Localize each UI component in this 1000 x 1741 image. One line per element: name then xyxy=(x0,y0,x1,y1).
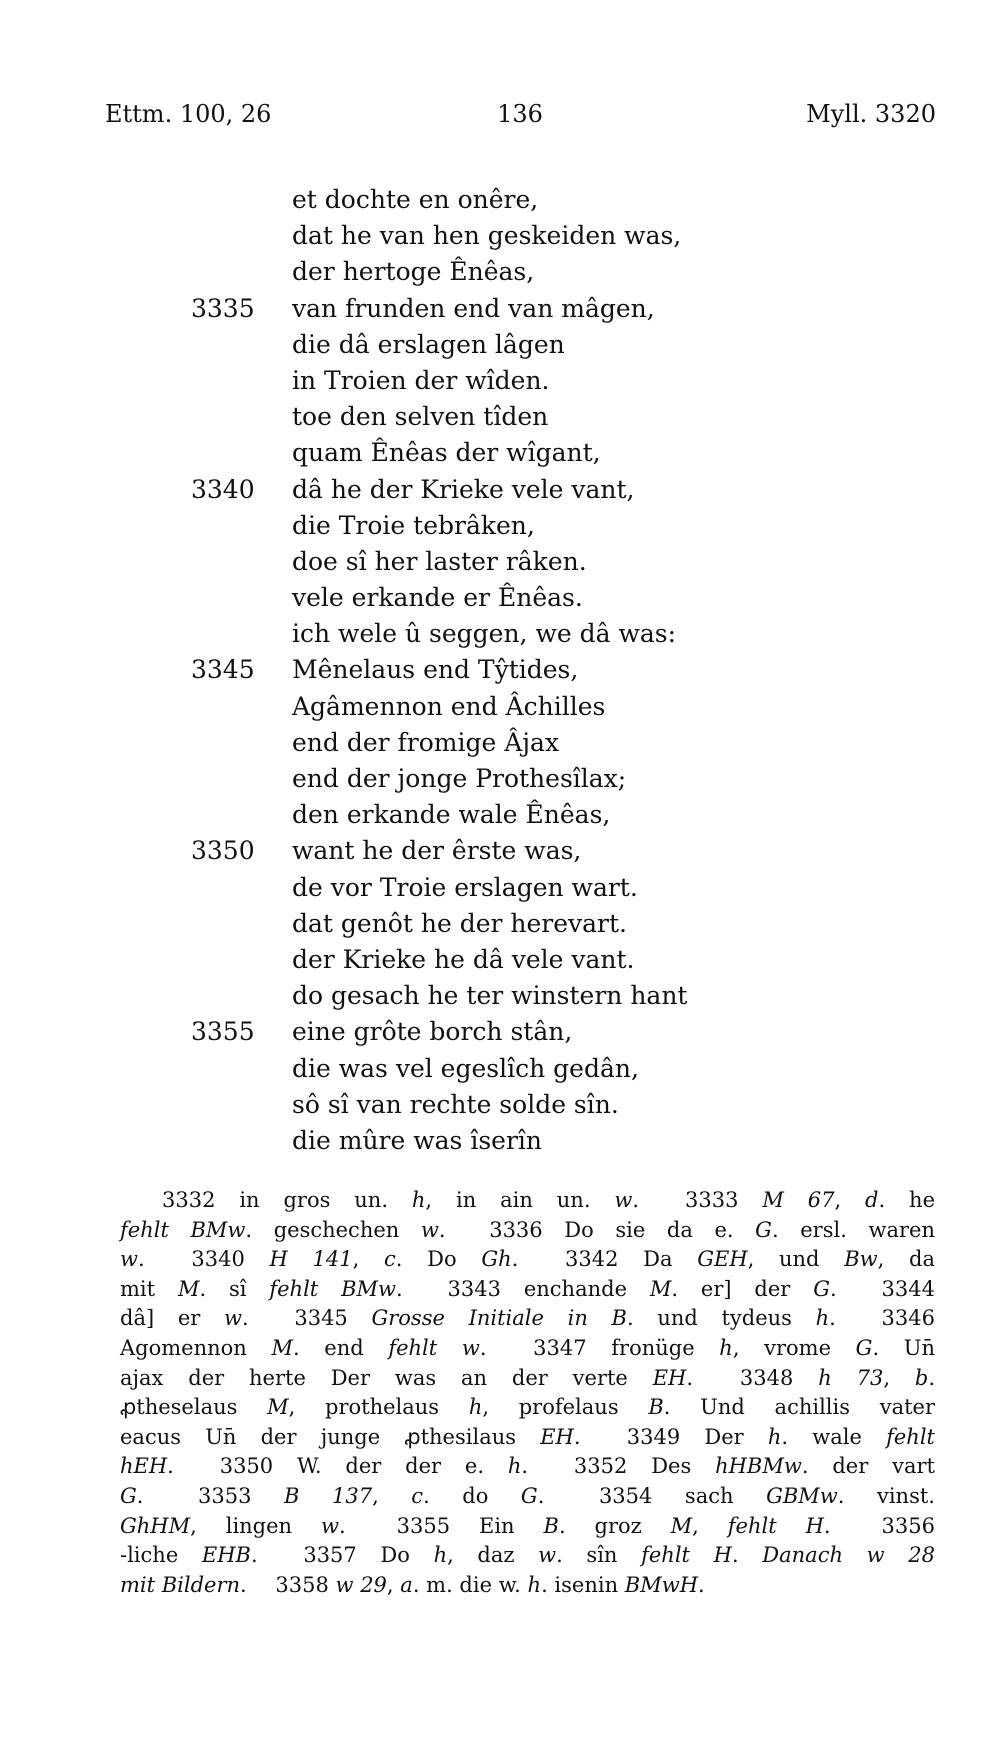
verse-line xyxy=(0,833,1000,869)
verse-text-line: end der jonge Prothesîlax; xyxy=(292,764,627,793)
footnote-italic: h xyxy=(719,1335,733,1360)
footnote-italic: w xyxy=(120,1247,138,1272)
footnote-italic: G xyxy=(855,1335,873,1360)
footnote-text: 3346 xyxy=(881,1306,935,1331)
verse-line xyxy=(0,254,1000,290)
line-number: 3350 xyxy=(191,836,255,866)
footnote-text: , profelaus xyxy=(482,1395,649,1420)
footnote-italic: EHB xyxy=(201,1543,251,1568)
footnote-text: dâ] er xyxy=(120,1306,224,1331)
footnote-italic: w xyxy=(321,1513,339,1538)
footnote-italic: mit Bildern xyxy=(120,1572,241,1597)
footnote-italic: G xyxy=(755,1217,772,1242)
footnote-italic: hHBMw xyxy=(715,1454,802,1479)
footnote-text: . geschechen xyxy=(245,1217,421,1242)
footnote-text: . xyxy=(537,1483,545,1508)
footnote-text: . xyxy=(686,1365,694,1390)
verse-line xyxy=(0,1051,1000,1087)
verse-line xyxy=(0,327,1000,363)
footnote-text: 3333 xyxy=(684,1188,763,1212)
footnote-text: , xyxy=(692,1513,728,1538)
footnote-italic: hEH xyxy=(120,1454,168,1479)
verse-line xyxy=(0,435,1000,471)
footnote-italic: H 141 xyxy=(269,1247,353,1272)
footnote-italic: c xyxy=(411,1483,424,1508)
verse-text-line: want he der êrste was, xyxy=(292,836,582,866)
footnote-line xyxy=(120,1334,935,1364)
running-header-right: Myll. 3320 xyxy=(806,100,936,128)
verse-text-line: et dochte en onêre, xyxy=(292,185,539,214)
footnote-text: . er] der xyxy=(671,1276,814,1301)
footnote-text: 3356 xyxy=(881,1513,935,1538)
verse-text-line: eine grôte borch stân, xyxy=(292,1017,573,1047)
footnote-text: 3353 xyxy=(198,1483,285,1508)
verse-line xyxy=(0,580,1000,616)
verse-line xyxy=(0,906,1000,942)
footnote-text: ajax der herte Der was an der verte xyxy=(120,1365,653,1390)
footnote-italic: B xyxy=(648,1395,664,1420)
footnote-italic: h xyxy=(507,1454,522,1479)
footnote-italic: w 29 xyxy=(335,1572,387,1597)
footnote-text: . end xyxy=(292,1335,389,1360)
footnote-text: , xyxy=(352,1247,384,1272)
verse-line xyxy=(0,472,1000,508)
footnote-italic: G xyxy=(120,1483,137,1508)
footnote-text: , lingen xyxy=(190,1513,322,1538)
footnote-italic: h xyxy=(815,1306,830,1331)
footnote-text: . he xyxy=(878,1188,936,1212)
verse-text-line: dat he van hen geskeiden was, xyxy=(292,221,682,251)
footnote-text: . xyxy=(521,1454,529,1479)
footnote-text: eacus Un̄ der junge ꝓthesilaus xyxy=(120,1424,541,1449)
footnote-italic: fehlt BMw xyxy=(120,1217,246,1242)
line-number: 3345 xyxy=(191,655,255,685)
footnote-text: . Und achillis vater xyxy=(663,1395,935,1420)
footnote-text: . xyxy=(823,1513,831,1538)
footnote-italic: fehlt H xyxy=(641,1543,732,1568)
footnote-text: 3348 xyxy=(739,1365,819,1390)
verse-text-line: van frunden end van mâgen, xyxy=(292,293,655,323)
footnote-italic: GEH xyxy=(697,1247,748,1272)
footnote-line xyxy=(120,1245,935,1275)
footnote-italic: B xyxy=(543,1513,559,1538)
verse-line xyxy=(0,399,1000,435)
verse-text-line: ich wele û seggen, we dâ was: xyxy=(292,619,676,649)
footnote-text: . xyxy=(573,1424,581,1449)
verse-text-line: end der fromige Âjax xyxy=(292,727,560,757)
footnote-italic: G xyxy=(520,1483,538,1508)
footnote-text: 3354 sach xyxy=(598,1483,767,1508)
verse-line xyxy=(0,218,1000,254)
page-number: 136 xyxy=(497,100,543,128)
footnote-text: . xyxy=(632,1188,640,1212)
verse-text-line: der hertoge Ênêas, xyxy=(292,257,535,287)
footnote-italic: Gh xyxy=(481,1247,512,1272)
footnote-text: . xyxy=(698,1572,705,1597)
footnote-line xyxy=(120,1275,935,1305)
footnote-line xyxy=(120,1541,935,1571)
footnote-italic: b xyxy=(914,1365,929,1390)
footnote-text: . isenin xyxy=(541,1572,625,1597)
footnote-text: , da xyxy=(877,1247,935,1272)
verse-line xyxy=(0,508,1000,544)
footnote-text: . und tydeus xyxy=(626,1306,816,1331)
footnote-text: , xyxy=(372,1483,412,1508)
footnote-italic: BMwH xyxy=(624,1572,699,1597)
footnote-italic: w xyxy=(614,1188,633,1212)
footnote-line xyxy=(120,1364,935,1394)
footnote-line xyxy=(120,1512,935,1542)
footnote-text: . sî xyxy=(199,1276,270,1301)
verse-text-line: in Troien der wîden. xyxy=(292,365,550,395)
footnote-italic: B 137 xyxy=(284,1483,373,1508)
verse-text-line: der Krieke he dâ vele vant. xyxy=(292,944,635,974)
footnote-text: . xyxy=(731,1543,763,1568)
footnote-italic: w xyxy=(223,1306,242,1331)
footnote-italic: h xyxy=(433,1543,448,1568)
footnote-text: . xyxy=(396,1276,403,1301)
footnote-text: -liche xyxy=(120,1543,202,1568)
footnote-line xyxy=(120,1452,935,1482)
footnote-text: 3343 enchande xyxy=(447,1276,650,1301)
footnote-italic: EH xyxy=(652,1365,687,1390)
footnote-text: 3342 Da xyxy=(565,1247,698,1272)
footnote-italic: GhHM xyxy=(120,1513,191,1538)
running-header-left: Ettm. 100, 26 xyxy=(105,100,272,128)
footnote-line xyxy=(120,1571,935,1601)
footnote-text: , xyxy=(834,1188,866,1212)
footnote-italic: h xyxy=(411,1188,426,1212)
footnote-text: , prothelaus xyxy=(288,1395,469,1420)
line-number: 3355 xyxy=(191,1017,255,1047)
footnote-italic: h xyxy=(527,1572,542,1597)
footnote-text: . xyxy=(438,1217,446,1242)
verse-line xyxy=(0,1123,1000,1159)
footnote-text: . m. die w. xyxy=(412,1572,528,1597)
footnote-text: . xyxy=(928,1365,935,1390)
footnote-text: . vinst. xyxy=(837,1483,935,1508)
footnote-text: . xyxy=(241,1306,249,1331)
footnote-text: , xyxy=(386,1572,401,1597)
verse-line xyxy=(0,978,1000,1014)
footnote-text: 3349 Der xyxy=(626,1424,768,1449)
footnote-text: Agomennon xyxy=(120,1335,272,1360)
footnote-text: 3355 Ein xyxy=(396,1513,544,1538)
verse-text-line: den erkande wale Ênêas, xyxy=(292,800,611,830)
verse-text-line: do gesach he ter winstern hant xyxy=(292,981,688,1011)
footnote-italic: Bw xyxy=(844,1247,878,1272)
footnote-text: . ersl. waren xyxy=(771,1217,935,1242)
footnote-italic: w xyxy=(538,1543,557,1568)
footnote-text: . xyxy=(829,1276,837,1301)
verse-text-line: vele erkande er Ênêas. xyxy=(292,583,583,613)
footnote-italic: h xyxy=(468,1395,483,1420)
footnote-italic: fehlt xyxy=(886,1424,935,1449)
footnote-text: . xyxy=(339,1513,346,1538)
footnote-italic: h 73 xyxy=(818,1365,884,1390)
footnote-italic: M xyxy=(670,1513,693,1538)
verse-text-line: quam Ênêas der wîgant, xyxy=(292,438,601,468)
verse-text-line: doe sî her laster râken. xyxy=(292,546,587,576)
verse-text-line: dat genôt he der herevart. xyxy=(292,908,627,938)
footnote-text: 3340 xyxy=(191,1247,270,1272)
footnote-text: . sîn xyxy=(556,1543,642,1568)
footnote-text: . xyxy=(250,1543,258,1568)
verse-line xyxy=(0,725,1000,761)
line-number: 3340 xyxy=(191,474,255,504)
footnote-text: 3345 xyxy=(294,1306,372,1331)
verse-line xyxy=(0,652,1000,688)
verse-text-line: Mênelaus end Tŷtides, xyxy=(292,655,579,685)
footnote-text: . groz xyxy=(558,1513,671,1538)
footnote-italic: Danach w 28 xyxy=(762,1543,935,1568)
verse-line xyxy=(0,870,1000,906)
footnote-italic: EH xyxy=(540,1424,574,1449)
footnote-text: 3358 xyxy=(275,1572,336,1597)
footnote-italic: G xyxy=(813,1276,830,1301)
footnote-text: . xyxy=(167,1454,174,1479)
footnote-italic: M xyxy=(649,1276,672,1301)
footnote-text: 3350 W. der der e. xyxy=(219,1454,508,1479)
verse-text-line: Agâmennon end Âchilles xyxy=(292,691,606,721)
verse-line xyxy=(0,291,1000,327)
footnote-text: , vrome xyxy=(732,1335,856,1360)
footnote-line xyxy=(120,1304,935,1334)
footnote-text: , xyxy=(883,1365,915,1390)
footnote-text: 3352 Des xyxy=(573,1454,716,1479)
footnote-italic: a xyxy=(400,1572,413,1597)
footnote-text: . Do xyxy=(395,1247,482,1272)
critical-apparatus xyxy=(120,1186,935,1600)
footnote-text: . xyxy=(136,1483,144,1508)
footnote-italic: M xyxy=(267,1395,289,1420)
verse-text-line: die dâ erslagen lâgen xyxy=(292,329,565,359)
verse-line xyxy=(0,363,1000,399)
verse-text-line: de vor Troie erslagen wart. xyxy=(292,872,638,902)
footnote-text: . xyxy=(479,1335,487,1360)
footnote-text: . xyxy=(137,1247,145,1272)
footnote-text: mit xyxy=(120,1276,178,1301)
footnote-text: . wale xyxy=(781,1424,887,1449)
verse-text-line: sô sî van rechte solde sîn. xyxy=(292,1089,619,1119)
footnote-italic: fehlt BMw xyxy=(269,1276,396,1301)
footnote-italic: w xyxy=(420,1217,439,1242)
footnote-italic: c xyxy=(383,1247,396,1272)
footnote-text: . xyxy=(829,1306,836,1331)
verse-line xyxy=(0,616,1000,652)
footnote-text: 3357 Do xyxy=(303,1543,434,1568)
footnote-text: 3332 in gros un. xyxy=(162,1188,412,1212)
footnote-text: , daz xyxy=(447,1543,539,1568)
footnote-line xyxy=(120,1216,935,1246)
verse-line xyxy=(0,942,1000,978)
footnote-italic: fehlt w xyxy=(388,1335,480,1360)
footnote-italic: d xyxy=(865,1188,879,1212)
footnote-line xyxy=(120,1423,935,1453)
footnote-italic: M xyxy=(271,1335,293,1360)
verse-line xyxy=(0,1014,1000,1050)
footnote-text: . xyxy=(511,1247,519,1272)
footnote-text: , und xyxy=(747,1247,845,1272)
verse-line xyxy=(0,761,1000,797)
footnote-text: . Un̄ xyxy=(872,1335,935,1360)
verse-text-line: toe den selven tîden xyxy=(292,402,549,432)
footnote-italic: M xyxy=(177,1276,200,1301)
footnote-line xyxy=(120,1186,935,1216)
footnote-text: 3344 xyxy=(881,1276,935,1301)
footnote-italic: fehlt H xyxy=(727,1513,824,1538)
footnote-line xyxy=(120,1482,935,1512)
footnote-italic: h xyxy=(767,1424,782,1449)
footnote-text: ꝓtheselaus xyxy=(120,1395,268,1420)
footnote-text: 3347 fronüge xyxy=(533,1335,720,1360)
footnote-text: 3336 Do sie da e. xyxy=(489,1217,756,1242)
footnote-text: , in ain un. xyxy=(425,1188,615,1212)
verse-text-line: dâ he der Krieke vele vant, xyxy=(292,474,635,504)
verse-line xyxy=(0,182,1000,218)
footnote-line xyxy=(120,1393,935,1423)
footnote-text: . der vart xyxy=(801,1454,935,1479)
footnote-italic: M 67 xyxy=(762,1188,835,1212)
verse-line xyxy=(0,544,1000,580)
verse-text xyxy=(0,182,1000,1159)
verse-line xyxy=(0,689,1000,725)
footnote-text: . do xyxy=(423,1483,521,1508)
footnote-text: . xyxy=(240,1572,247,1597)
verse-line xyxy=(0,1087,1000,1123)
footnote-italic: Grosse Initiale in B xyxy=(371,1306,627,1331)
footnote-italic: GBMw xyxy=(766,1483,838,1508)
verse-line xyxy=(0,797,1000,833)
line-number: 3335 xyxy=(191,293,255,323)
verse-text-line: die Troie tebrâken, xyxy=(292,510,535,540)
verse-text-line: die mûre was îserîn xyxy=(292,1125,542,1155)
verse-text-line: die was vel egeslîch gedân, xyxy=(292,1053,639,1083)
